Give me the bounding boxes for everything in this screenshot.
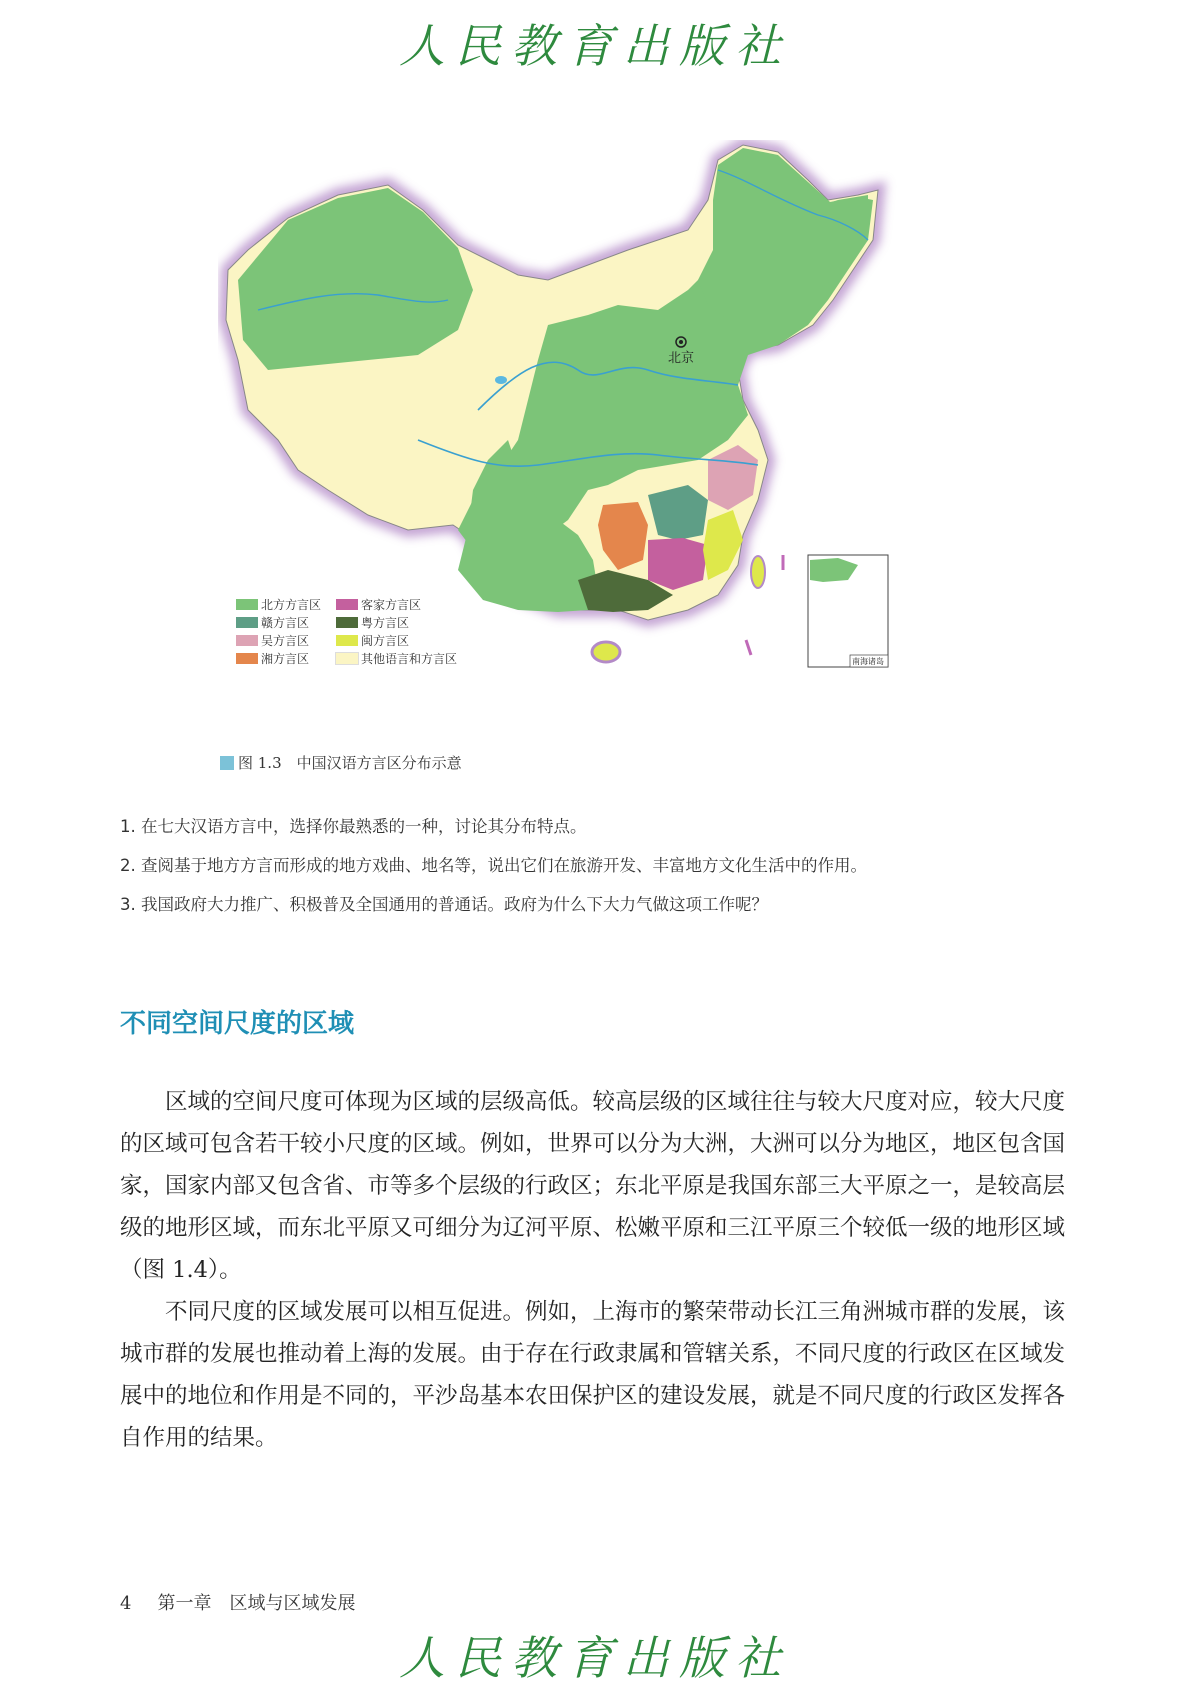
section-body [120,1081,1065,1459]
legend-item-yue: 粤方言区 [336,614,466,632]
caption-marker [220,756,234,770]
publisher-logo-top: 人民教育出版社 [399,19,791,73]
dash-2 [746,640,751,655]
inset-label: 南海诸岛 [852,657,884,666]
legend-swatch [236,599,258,610]
legend-swatch [336,653,358,664]
legend-item-hakka: 客家方言区 [336,596,466,614]
legend-swatch [236,617,258,628]
legend-swatch [336,635,358,646]
legend-item-min: 闽方言区 [336,632,466,650]
question-1: 1. 在七大汉语方言中，选择你最熟悉的一种，讨论其分布特点。 [120,817,587,836]
publisher-logo-bottom: 人民教育出版社 [399,1631,791,1685]
qinghai-lake [495,376,507,384]
beijing-label: 北京 [668,351,695,366]
question-3: 3. 我国政府大力推广、积极普及全国通用的普通话。政府为什么下大力气做这项工作呢？ [120,895,768,914]
region-taiwan [751,556,765,588]
legend-item-gan: 赣方言区 [236,614,366,632]
body-paragraph-2: 不同尺度的区域发展可以相互促进。例如，上海市的繁荣带动长江三角洲城市群的发展，该城市群的发展也推动着上海的发展。由于存在行政隶属和管辖关系，不同尺度的行政区在区域发展中的地位和作用是不同的，平沙岛基本农田保护区的建设发展，就是不同尺度的行政区发挥各自作用的结果。 [120,1299,1066,1451]
chapter-title: 第一章 区域与区域发展 [157,1593,356,1614]
question-2: 2. 查阅基于地方方言而形成的地方戏曲、地名等，说出它们在旅游开发、丰富地方文化生活中的作用。 [120,856,867,875]
legend-item-north: 北方方言区 [236,596,366,614]
region-northeast [698,148,873,320]
page-number: 4 [120,1593,132,1614]
body-paragraph-1: 区域的空间尺度可体现为区域的层级高低。较高层级的区域往往与较大尺度对应，较大尺度的区域可包含若干较小尺度的区域。例如，世界可以分为大洲，大洲可以分为地区，地区包含国家，国家内部又包含省、市等多个层级的行政区；东北平原是我国东部三大平原之一，是较高层级的地形区域，而东北平原又可细分为辽河平原、松嫩平原和三江平原三个较低一级的地形区域（图 1.4）。 [120,1089,1066,1283]
section-heading: 不同空间尺度的区域 [120,1009,355,1039]
figure-title: 中国汉语方言区分布示意 [296,754,462,772]
legend-item-xiang: 湘方言区 [236,650,366,668]
legend-item-other: 其他语言和方言区 [336,650,466,668]
legend-swatch [336,617,358,628]
legend-swatch [236,653,258,664]
legend-swatch [236,635,258,646]
legend-swatch [336,599,358,610]
beijing-marker-dot [679,340,683,344]
figure-number: 图 1.3 [238,754,282,772]
figure-caption [220,752,462,773]
legend-item-wu: 吴方言区 [236,632,366,650]
page-footer [120,1589,355,1615]
region-hainan [592,642,620,662]
